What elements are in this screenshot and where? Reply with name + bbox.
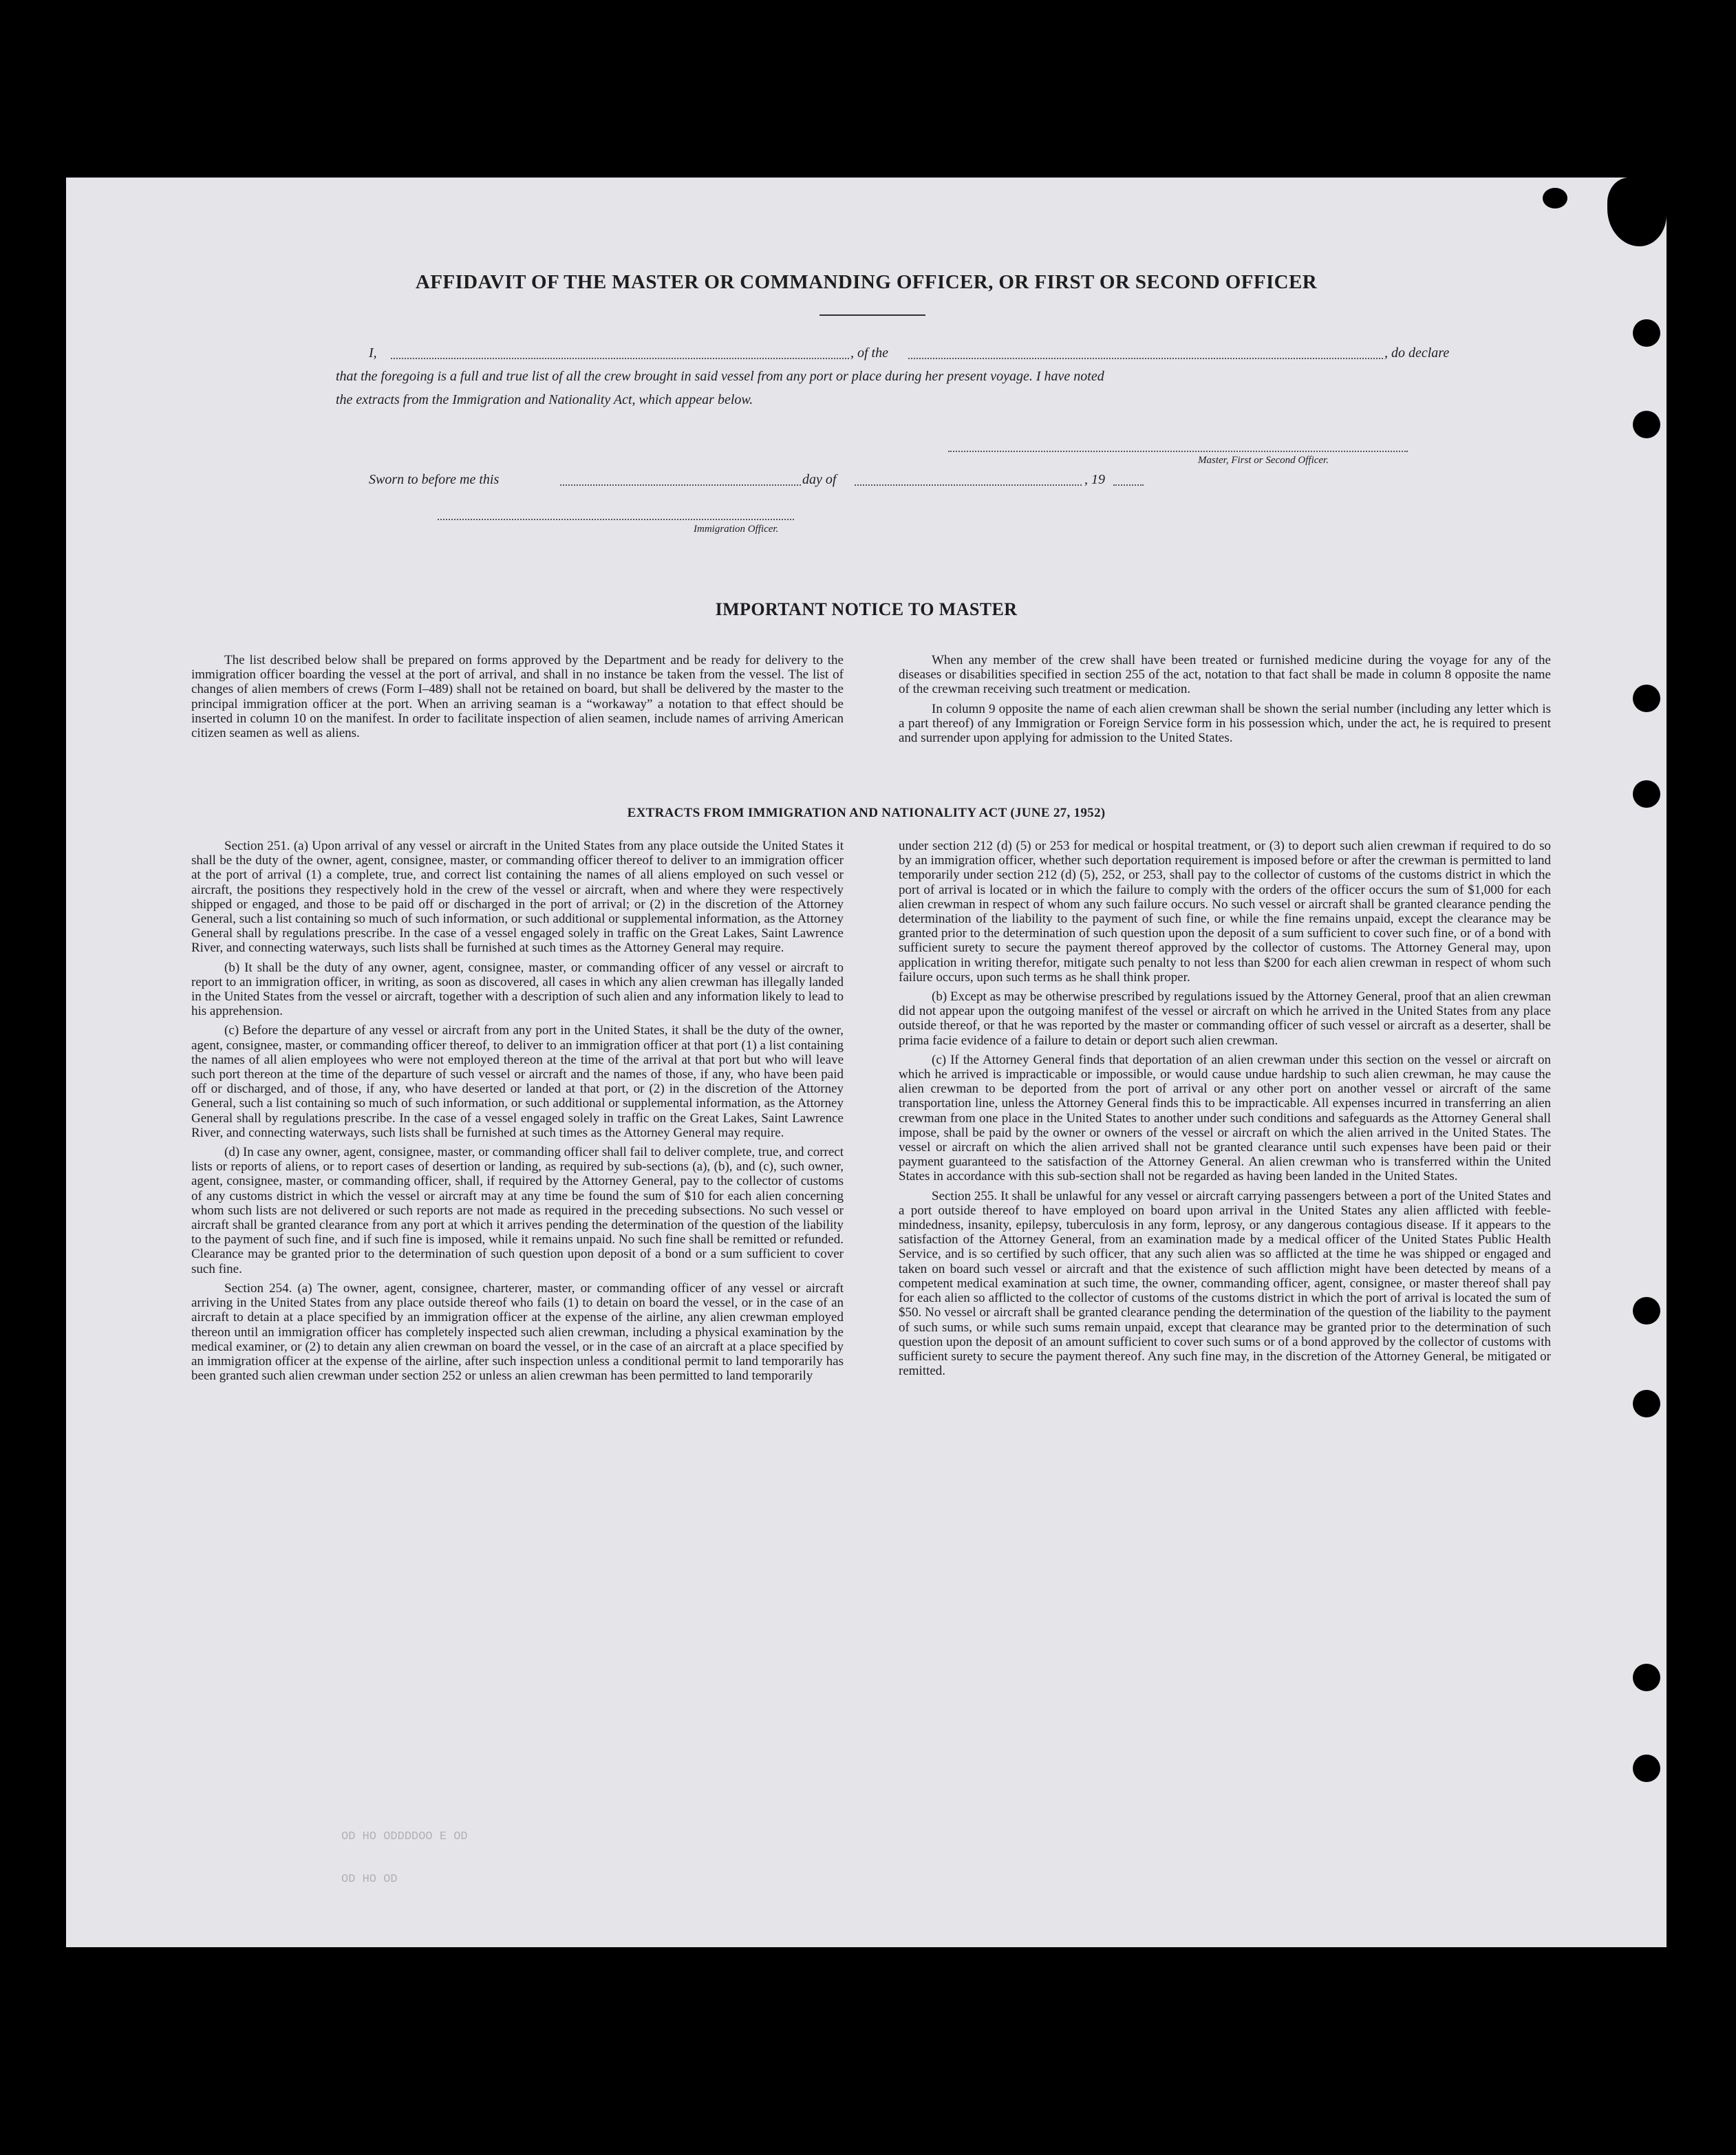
section-251-b: (b) It shall be the duty of any owner, agent, consignee, master, or commanding officer of any vessel or aircraft to report to an immigration officer, in writing, as soon as discovered, all cases in which any alien crewman has illegally landed in the United States from the vessel or aircraft, together with a description of such alien and any information likely to lead to his apprehension.	[191, 960, 844, 1019]
declarant-label: I,	[369, 345, 377, 361]
sworn-label: Sworn to before me this	[369, 472, 500, 487]
section-254-a: Section 254. (a) The owner, agent, consignee, charterer, master, or commanding officer of any vessel or aircraft arriving in the United States from any place outside thereof who fails (1) to detain on board the vessel, or in the case of an aircraft to detain at a place specified by an immigration officer at the expense of the airline, any alien crewman employed thereon until an immigration officer has completely inspected such alien crewman, including a physical examination by the medical examiner, or (2) to detain any alien crewman on board the vessel, or in the case of an aircraft at a place specified by an immigration officer at the expense of the airline, after such inspection unless a conditional permit to land temporarily has been granted such alien crewman under section 252 or unless an alien crewman has been permitted to land temporarily	[191, 1280, 844, 1384]
ink-blot	[1543, 188, 1567, 208]
of-the-label: , of the	[850, 345, 888, 361]
section-254-b: (b) Except as may be otherwise prescribed by regulations issued by the Attorney General, proof that an alien crewman did not appear upon the outgoing manifest of the vessel or aircraft on which he arrived in the United States from any place outside thereof, or that he was reported by the master or commanding officer of such vessel or aircraft as a deserter, shall be prima facie evidence of a failure to detain or deport such alien crewman.	[899, 989, 1551, 1048]
affidavit-title: AFFIDAVIT OF THE MASTER OR COMMANDING OFFICER, OR FIRST OR SECOND OFFICER	[415, 271, 1318, 293]
sworn-day-field[interactable]	[560, 484, 801, 486]
document-page	[66, 178, 1667, 1947]
section-254-c: (c) If the Attorney General finds that deportation of an alien crewman under this section on the vessel or aircraft on which he arrived is impracticable or impossible, or would cause undue hardship to such alien crewman, he may cause the alien crewman to be deported from the port of arrival or any other port on another vessel or aircraft of the same transportation line, unless the Attorney General finds this to be impracticable. All expenses incurred in transferring an alien crewman from one place in the United States to another under such conditions and safeguards as the Attorney General shall impose, shall be paid by the owner or owners of the vessel or aircraft on which the alien arrived in the United States. The vessel or aircraft on which the alien arrived shall not be granted clearance until such expenses have been paid or their payment guaranteed to the satisfaction of the Attorney General. An alien crewman who is transferred within the United States in accordance with this sub-section shall not be regarded as having been landed in the United States.	[899, 1052, 1551, 1184]
punch-hole	[1633, 319, 1660, 347]
section-255: Section 255. It shall be unlawful for any vessel or aircraft carrying passengers between a port of the United States and a port outside thereof to have employed on board upon arrival in the United States any alien afflicted with feeble-mindedness, insanity, epilepsy, tuberculosis in any form, leprosy, or any dangerous contagious disease. If it appears to the satisfaction of the Attorney General, from an examination made by a medical officer of the United States Public Health Service, and is so certified by such officer, that any such alien was so afflicted at the time he was shipped or engaged and taken on board such vessel or aircraft and that the existence of such affliction might have been detected by means of a competent medical examination at such time, the owner, commanding officer, agent, consignee, or master thereof shall pay for each alien so afflicted to the collector of customs of the customs district in which the port of arrival is located the sum of $50. No vessel or aircraft shall be granted clearance pending the determination of the question of the liability to the payment of such sums, or while such sums remain unpaid, except that clearance may be granted prior to the determination of such question upon the deposit of an amount sufficient to cover such sums or of a bond approved by the collector of customs with sufficient surety to secure the payment thereof. Any such fine may, in the discretion of the Attorney General, be mitigated or remitted.	[899, 1188, 1551, 1379]
punch-hole	[1633, 685, 1660, 712]
extracts-title: EXTRACTS FROM IMMIGRATION AND NATIONALITY ACT (JUNE 27, 1952)	[627, 806, 1106, 820]
sworn-year-field[interactable]	[1113, 484, 1144, 486]
punch-hole	[1633, 1297, 1660, 1325]
notice-paragraph: When any member of the crew shall have been treated or furnished medicine during the voyage for any of the diseases or disabilities specified in section 255 of the act, notation to that fact shall be made in column 8 opposite the name of the crewman receiving such treatment or medication.	[899, 653, 1551, 697]
master-caption: Master, First or Second Officer.	[1198, 455, 1329, 466]
section-251-a: Section 251. (a) Upon arrival of any vessel or aircraft in the United States from any place outside the United States it shall be the duty of the owner, agent, consignee, master, or commanding officer thereof to deliver to an immigration officer at the port of arrival (1) a complete, true, and correct list containing the names of all aliens employed on such vessel or aircraft, the positions they respectively hold in the crew of the vessel or aircraft, when and where they were respectively shipped or engaged, and those to be paid off or discharged in the port of arrival; or (2) in the discretion of the Attorney General, such a list containing so much of such information, or such additional or supplemental information, as the Attorney General shall by regulations prescribe. In the case of a vessel engaged solely in traffic on the Great Lakes, Saint Lawrence River, and connecting waterways, such lists shall be furnished at such times as the Attorney General may require.	[191, 839, 844, 956]
punch-hole	[1633, 1755, 1660, 1782]
notice-left-column	[191, 653, 844, 745]
affidavit-line-3: the extracts from the Immigration and Nationality Act, which appear below.	[336, 392, 753, 407]
affidavit-line-2: that the foregoing is a full and true list of all the crew brought in said vessel from any port or place during her present voyage. I have noted	[336, 369, 1104, 384]
day-of-label: day of	[802, 472, 837, 487]
section-251-c: (c) Before the departure of any vessel or aircraft from any port in the United States, it shall be the duty of the owner, agent, consignee, master, or commanding officer thereof, to deliver to an immigration officer at that port (1) a list containing the names of all alien employees who were not employed thereon at the time of the arrival at that port but who will leave such port thereon at the time of the departure of such vessel or aircraft and the names of those, if any, who have been paid off or discharged, and of those, if any, who have deserted or landed at that port, or (2) in the discretion of the Attorney General, such a list containing so much of such information, or such additional or supplemental information, as the Attorney General shall by regulations prescribe. In the case of a vessel engaged solely in traffic on the Great Lakes, Saint Lawrence River, and connecting waterways, such lists shall be furnished at such times as the Attorney General may require.	[191, 1023, 844, 1140]
declare-label: , do declare	[1384, 345, 1450, 361]
bleed-through-text: OD HO ODDDDOO E OD	[341, 1830, 468, 1843]
officer-caption: Immigration Officer.	[694, 524, 779, 535]
notice-paragraph: The list described below shall be prepared on forms approved by the Department and be ready for delivery to the immigration officer boarding the vessel at the port of arrival, and shall in no instance be taken from the vessel. The list of changes of alien members of crews (Form I–489) shall not be retained on board, but shall be delivered by the master to the principal immigration officer at the port. When an arriving seaman is a “workaway” a notation to that effect should be inserted in column 10 on the manifest. In order to facilitate inspection of alien seamen, include names of arriving American citizen seamen as well as aliens.	[191, 653, 844, 741]
punch-hole	[1633, 1664, 1660, 1691]
punch-hole	[1633, 1390, 1660, 1417]
punch-hole	[1633, 411, 1660, 438]
section-254-a-cont: under section 212 (d) (5) or 253 for medical or hospital treatment, or (3) to deport such alien crewman if required to do so by an immigration officer, whether such deportation requirement is imposed before or after the crewman is permitted to land temporarily under section 212 (d) (5), 252, or 253, shall pay to the collector of customs of the customs district in which the port of arrival is located or in which the failure to comply with the orders of the officer occurs the sum of $1,000 for each alien crewman in respect of whom any such failure occurs. No such vessel or aircraft shall be granted clearance pending the determination of the liability to the payment of such fine, or while the fine remains unpaid, except the clearance may be granted prior to the determination of such question upon the deposit of a sum sufficient to cover such fine, or of a bond with sufficient surety to secure the payment thereof approved by the collector of customs. The Attorney General may, upon application in writing therefor, mitigate such penalty to not less than $200 for each alien crewman in respect of whom such failure occurs, upon such terms as he shall think proper.	[899, 839, 1551, 985]
extracts-left-column	[191, 839, 844, 1388]
bleed-through-text: OD HO OD	[341, 1873, 398, 1886]
notice-paragraph: In column 9 opposite the name of each alien crewman shall be shown the serial number (including any letter which is a part thereof) of any Immigration or Foreign Service form in his possession which, under the act, he is required to present and surrender upon applying for admission to the United States.	[899, 701, 1551, 746]
vessel-name-field[interactable]	[908, 358, 1383, 359]
extracts-right-column	[899, 839, 1551, 1383]
sworn-month-field[interactable]	[855, 484, 1082, 486]
year-label: , 19	[1084, 472, 1105, 487]
section-251-d: (d) In case any owner, agent, consignee, master, or commanding officer shall fail to deliver complete, true, and correct lists or reports of aliens, or to report cases of desertion or landing, as required by sub-sections (a), (b), and (c), such owner, agent, consignee, master, or commanding officer, shall, if required by the Attorney General, pay to the collector of customs of any customs district in which the vessel or aircraft may at any time be found the sum of $10 for each alien concerning whom such lists are not delivered or such reports are not made as required in the preceding subsections. No such vessel or aircraft shall be granted clearance from any port at which it arrives pending the determination of the question of the liability to the payment of such fine, and if such fine is imposed, while it remains unpaid. No such fine shall be remitted or refunded. Clearance may be granted prior to the determination of such question upon deposit of a bond or a sum sufficient to cover such fine.	[191, 1145, 844, 1276]
notice-title: IMPORTANT NOTICE TO MASTER	[715, 599, 1018, 619]
officer-signature-field[interactable]	[438, 519, 794, 520]
notice-right-column	[899, 653, 1551, 750]
declarant-name-field[interactable]	[391, 358, 849, 359]
master-signature-field[interactable]	[948, 451, 1408, 452]
title-underline	[819, 314, 925, 316]
punch-hole	[1633, 780, 1660, 808]
ink-blot	[1607, 178, 1667, 246]
